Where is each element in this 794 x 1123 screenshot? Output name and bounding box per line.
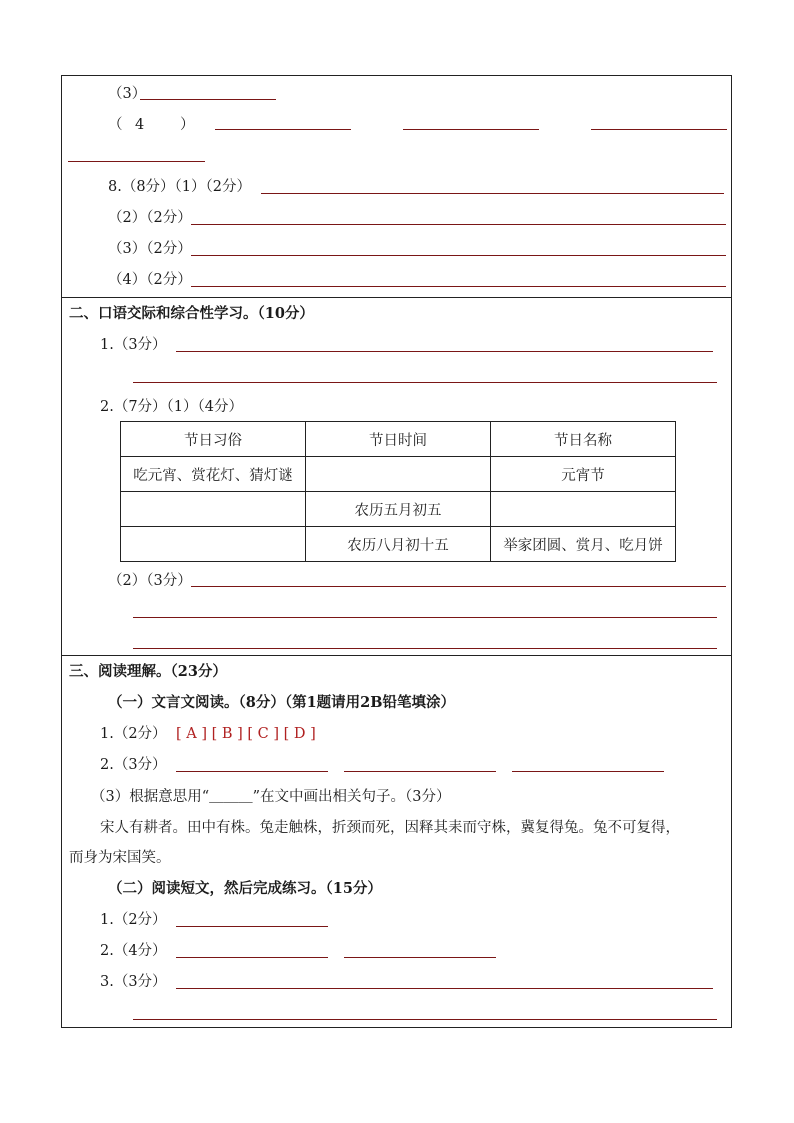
answer-line[interactable] xyxy=(591,129,727,130)
q4-open-paren: （ xyxy=(108,117,123,133)
answer-line[interactable] xyxy=(403,129,539,130)
table-header: 节日名称 xyxy=(491,422,676,457)
sub1-heading: （一）文言文阅读。（8分）（第1题请用2B铅笔填涂） xyxy=(108,694,456,711)
answer-line[interactable] xyxy=(68,161,205,162)
q8-sub3-label: （3）（2分） xyxy=(108,241,192,257)
table-cell-blank[interactable] xyxy=(306,457,491,492)
table-cell-blank[interactable] xyxy=(121,492,306,527)
choice-bubbles[interactable]: [ A ] [ B ] [ C ] [ D ] xyxy=(176,726,316,742)
p2-q2-label: 2.（7分）（1）（4分） xyxy=(100,399,244,415)
table-cell: 农历八月初十五 xyxy=(306,527,491,562)
answer-line[interactable] xyxy=(344,957,496,958)
table-cell: 农历五月初五 xyxy=(306,492,491,527)
section-part3 xyxy=(62,655,731,1029)
p2-q1-label: 1.（3分） xyxy=(100,337,167,353)
answer-line[interactable] xyxy=(133,1019,717,1020)
p2-q2-sub2-label: （2）（3分） xyxy=(108,573,192,589)
answer-line[interactable] xyxy=(133,617,717,618)
p3-q1-label: 1.（2分） xyxy=(100,726,167,742)
table-cell: 举家团圆、赏月、吃月饼 xyxy=(491,527,676,562)
answer-sheet xyxy=(61,75,732,1028)
passage-line[interactable]: 而身为宋国笑。 xyxy=(69,850,171,866)
r1-label: 1.（2分） xyxy=(100,912,167,928)
festival-table xyxy=(120,421,676,562)
section-part1 xyxy=(62,76,731,297)
table-header: 节日习俗 xyxy=(121,422,306,457)
answer-line[interactable] xyxy=(191,255,726,256)
sub2-heading: （二）阅读短文，然后完成练习。（15分） xyxy=(108,880,382,897)
r2-label: 2.（4分） xyxy=(100,943,167,959)
q4-number: 4 xyxy=(135,117,145,133)
answer-line[interactable] xyxy=(176,926,328,927)
table-row xyxy=(121,492,676,527)
q8-sub4-label: （4）（2分） xyxy=(108,272,192,288)
q4-close-paren: ） xyxy=(180,117,195,133)
answer-line[interactable] xyxy=(133,382,717,383)
q8-sub2-label: （2）（2分） xyxy=(108,210,192,226)
table-row xyxy=(121,457,676,492)
answer-line[interactable] xyxy=(191,224,726,225)
answer-line[interactable] xyxy=(176,351,713,352)
table-header: 节日时间 xyxy=(306,422,491,457)
table-cell-blank[interactable] xyxy=(121,527,306,562)
answer-line[interactable] xyxy=(140,99,276,100)
answer-line[interactable] xyxy=(176,771,328,772)
answer-line[interactable] xyxy=(261,193,724,194)
answer-line[interactable] xyxy=(133,648,717,649)
part2-heading: 二、口语交际和综合性学习。（10分） xyxy=(69,305,314,322)
answer-line[interactable] xyxy=(191,586,726,587)
table-row xyxy=(121,527,676,562)
p3-q3-instruction: （3）根据意思用“＿＿＿”在文中画出相关句子。（3分） xyxy=(91,789,451,805)
part3-heading: 三、阅读理解。（23分） xyxy=(69,663,227,680)
answer-line[interactable] xyxy=(176,988,713,989)
p3-q2-label: 2.（3分） xyxy=(100,757,167,773)
section-part2 xyxy=(62,297,731,655)
q8-label: 8.（8分）（1）（2分） xyxy=(108,179,252,195)
table-cell: 吃元宵、赏花灯、猜灯谜 xyxy=(121,457,306,492)
table-cell-blank[interactable] xyxy=(491,492,676,527)
r3-label: 3.（3分） xyxy=(100,974,167,990)
answer-line[interactable] xyxy=(176,957,328,958)
passage-line[interactable]: 宋人有耕者。田中有株。兔走触株，折颈而死，因释其耒而守株，冀复得兔。兔不可复得， xyxy=(100,820,680,836)
answer-line[interactable] xyxy=(215,129,351,130)
answer-line[interactable] xyxy=(512,771,664,772)
answer-line[interactable] xyxy=(191,286,726,287)
table-header-row xyxy=(121,422,676,457)
answer-line[interactable] xyxy=(344,771,496,772)
table-cell: 元宵节 xyxy=(491,457,676,492)
q3-label: （3） xyxy=(108,86,147,102)
